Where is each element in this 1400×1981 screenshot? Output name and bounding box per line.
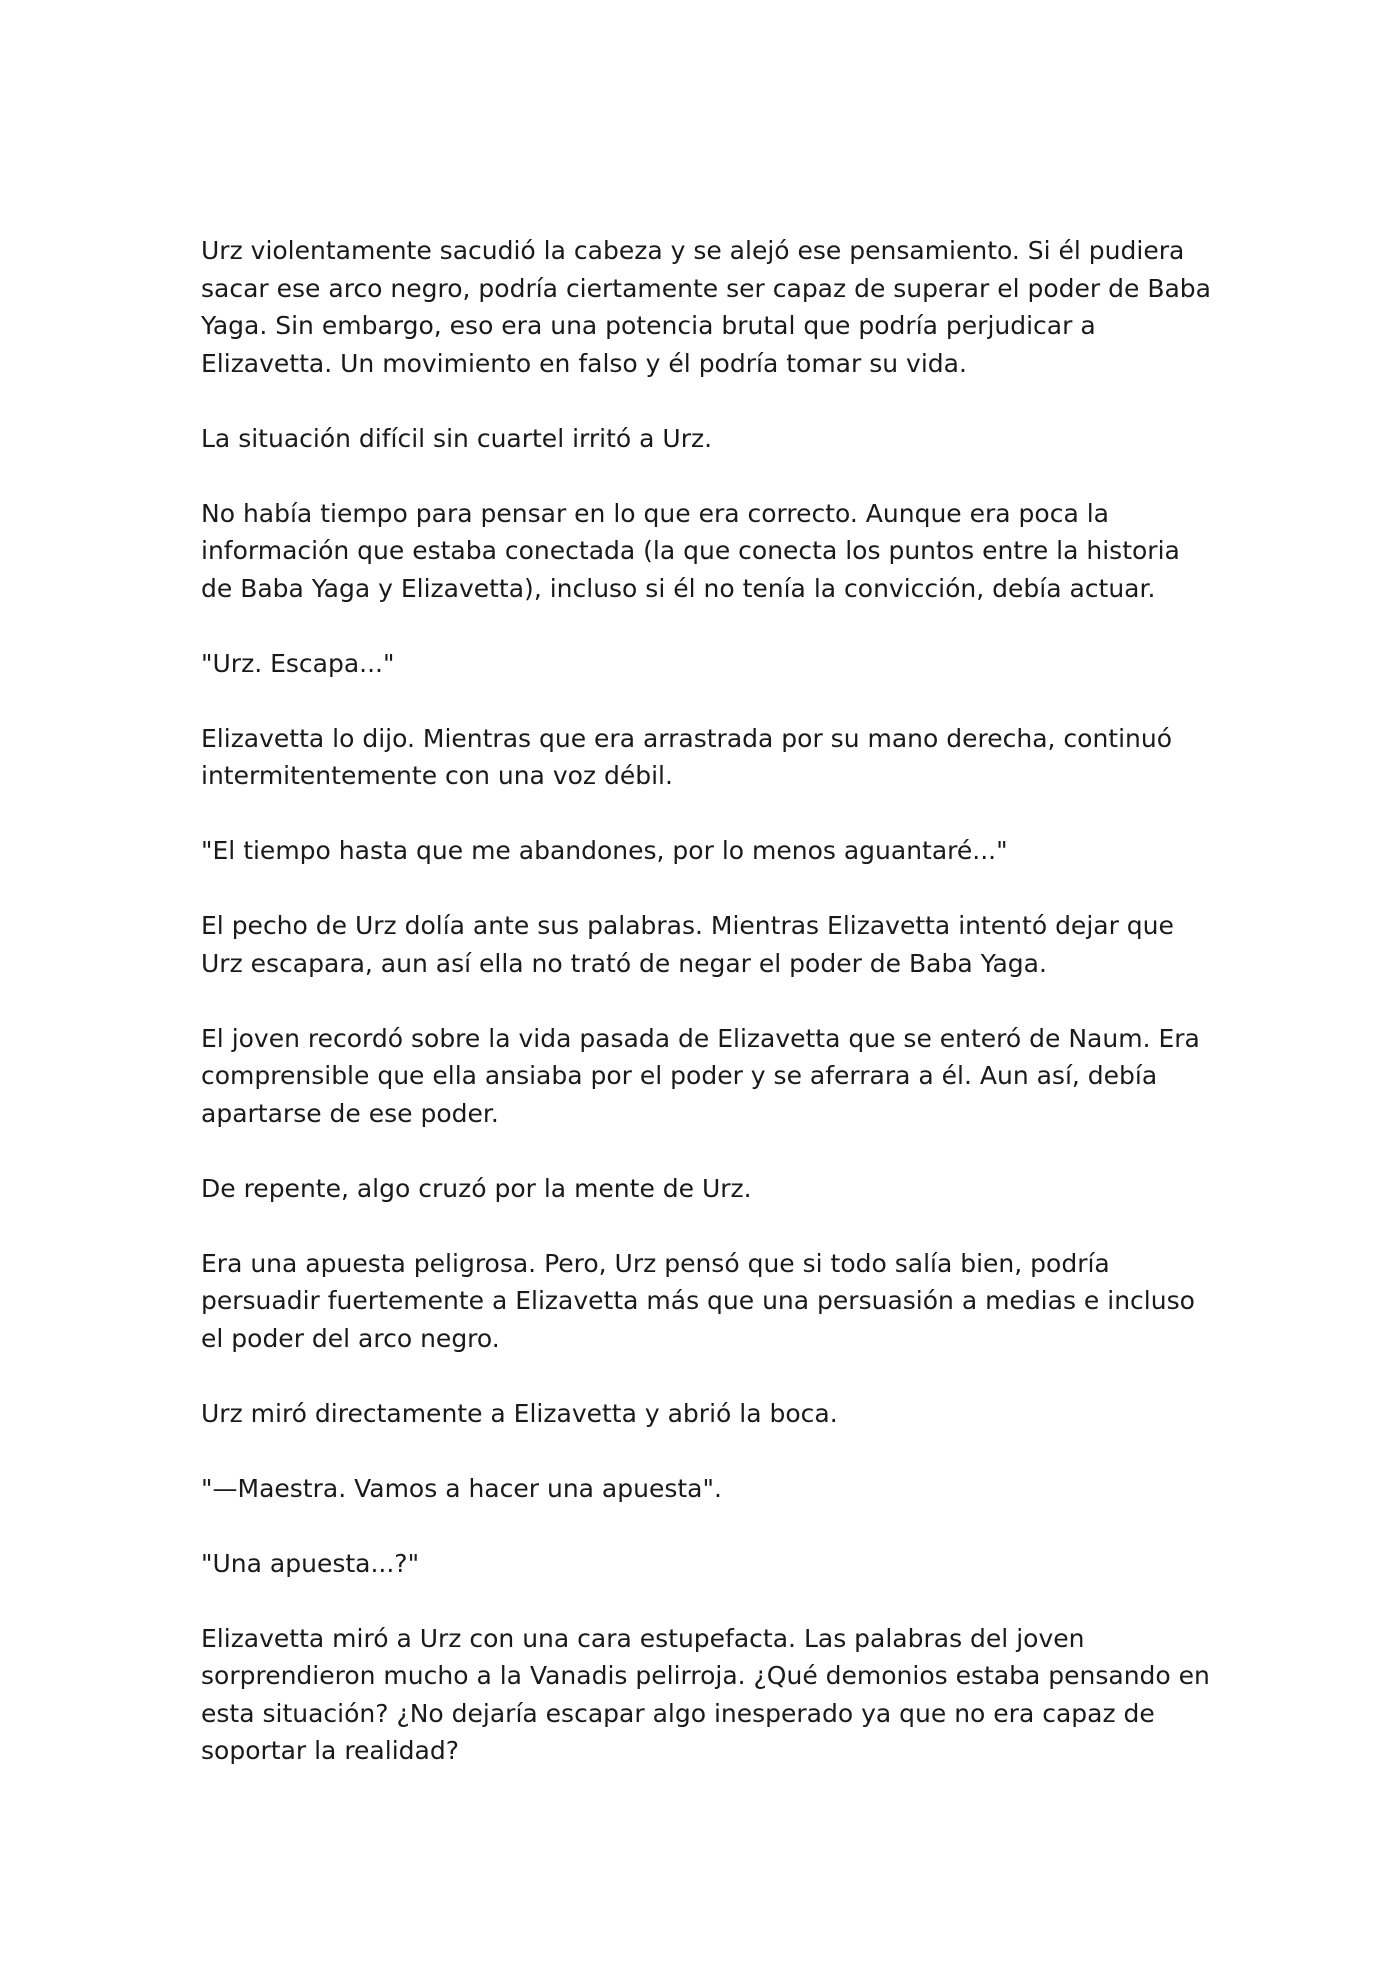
paragraph-14: Elizavetta miró a Urz con una cara estupefacta. Las palabras del joven sorprendieron mucho a la Vanadis pelirroja. ¿Qué demonios estaba pensando en esta situación? ¿No dejaría escapar algo inesperado ya que no era capaz de soportar la realidad? xyxy=(201,1623,1210,1765)
paragraph-7: El pecho de Urz dolía ante sus palabras. Mientras Elizavetta intentó dejar que Urz escapara, aun así ella no trató de negar el poder de Baba Yaga. xyxy=(201,911,1174,978)
paragraph-8: El joven recordó sobre la vida pasada de Elizavetta que se enteró de Naum. Era comprensible que ella ansiaba por el poder y se aferrara a él. Aun así, debía apartarse de ese poder. xyxy=(201,1023,1200,1128)
paragraph-5: Elizavetta lo dijo. Mientras que era arrastrada por su mano derecha, continuó intermitentemente con una voz débil. xyxy=(201,723,1173,790)
paragraph-4: "Urz. Escapa..." xyxy=(201,648,395,678)
paragraph-10: Era una apuesta peligrosa. Pero, Urz pensó que si todo salía bien, podría persuadir fuertemente a Elizavetta más que una persuasión a medias e incluso el poder del arco negro. xyxy=(201,1248,1195,1353)
paragraph-6: "El tiempo hasta que me abandones, por lo menos aguantaré..." xyxy=(201,836,1008,865)
document-body xyxy=(201,232,1211,1770)
paragraph-9: De repente, algo cruzó por la mente de Urz. xyxy=(201,1173,752,1203)
paragraph-1: Urz violentamente sacudió la cabeza y se alejó ese pensamiento. Si él pudiera sacar ese arco negro, podría ciertamente ser capaz de superar el poder de Baba Yaga. Sin embargo, eso era una potencia brutal que podría perjudicar a Elizavetta. Un movimiento en falso y él podría tomar su vida. xyxy=(201,236,1211,378)
paragraph-13: "Una apuesta...?" xyxy=(201,1548,420,1578)
paragraph-11: Urz miró directamente a Elizavetta y abrió la boca. xyxy=(201,1398,838,1428)
paragraph-2: La situación difícil sin cuartel irritó a Urz. xyxy=(201,423,713,453)
paragraph-3: No había tiempo para pensar en lo que era correcto. Aunque era poca la información que estaba conectada (la que conecta los puntos entre la historia de Baba Yaga y Elizavetta), incluso si él no tenía la convicción, debía actuar. xyxy=(201,498,1180,603)
paragraph-12: "—Maestra. Vamos a hacer una apuesta". xyxy=(201,1473,722,1503)
